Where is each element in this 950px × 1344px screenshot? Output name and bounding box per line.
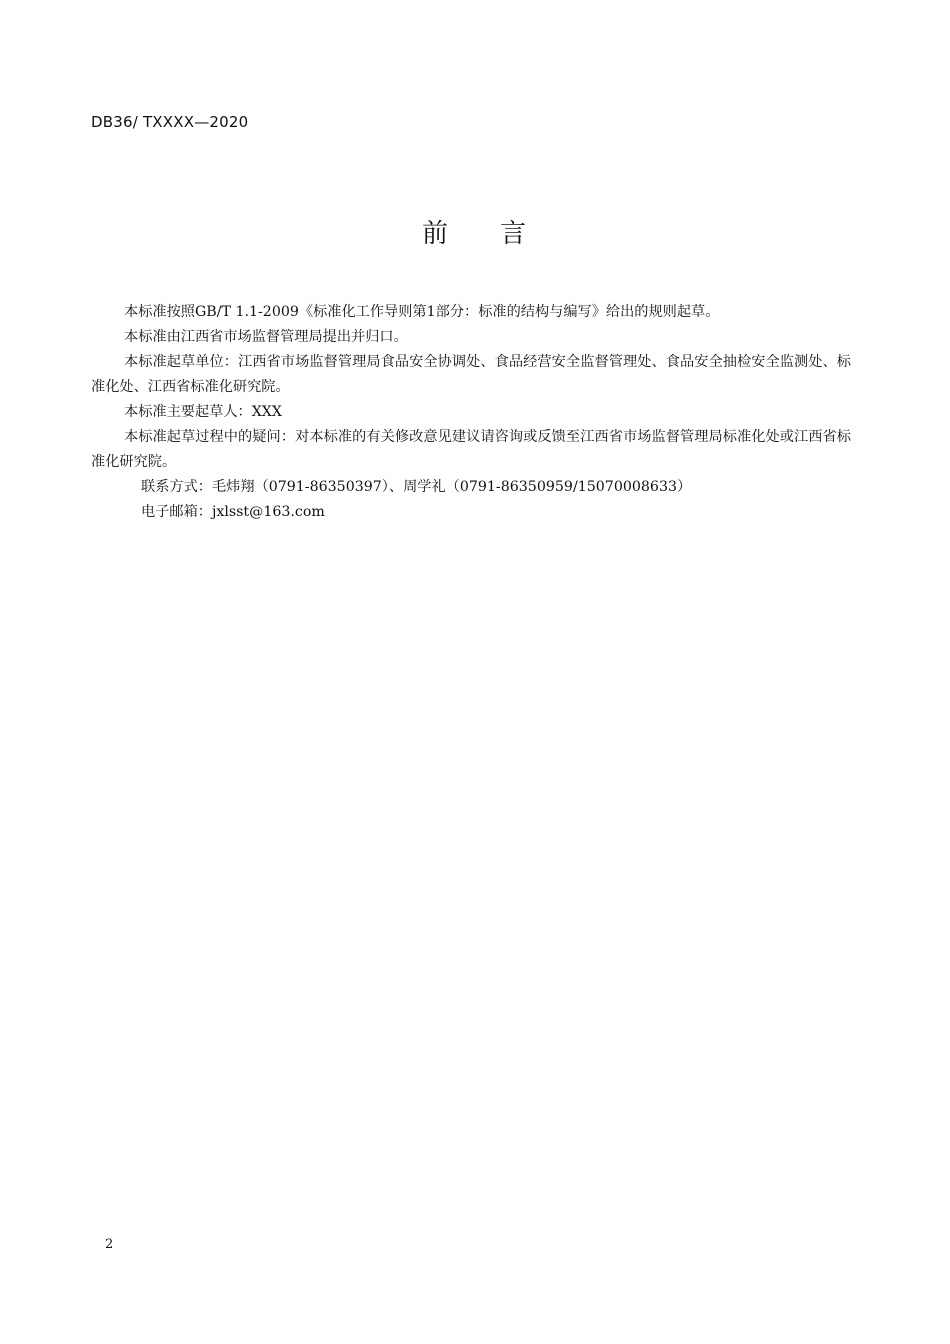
paragraph-drafting-units: 本标准起草单位：江西省市场监督管理局食品安全协调处、食品经营安全监督管理处、食品安全抽检安全监测处、标准化处、江西省标准化研究院。 [91,354,851,395]
page-number: 2 [105,1237,114,1252]
section-title [0,213,950,250]
paragraph-feedback: 本标准起草过程中的疑问：对本标准的有关修改意见建议请咨询或反馈至江西省市场监督管理局标准化处或江西省标准化研究院。 [91,429,851,470]
paragraph-drafting-rules: 本标准按照GB/T 1.1-2009《标准化工作导则第1部分：标准的结构与编写》给出的规则起草。 [124,304,720,320]
title-char-1: 前 [421,219,450,249]
foreword-body [91,300,851,525]
contact-email: 电子邮箱：jxlsst@163.com [141,504,325,520]
document-code: DB36/ TXXXX—2020 [91,113,249,131]
contact-phone: 联系方式：毛炜翔（0791-86350397）、周学礼（0791-86350959/15070008633） [141,479,692,495]
title-char-2: 言 [500,219,529,249]
paragraph-main-drafters: 本标准主要起草人：XXX [124,404,282,420]
paragraph-proposer: 本标准由江西省市场监督管理局提出并归口。 [124,329,408,345]
